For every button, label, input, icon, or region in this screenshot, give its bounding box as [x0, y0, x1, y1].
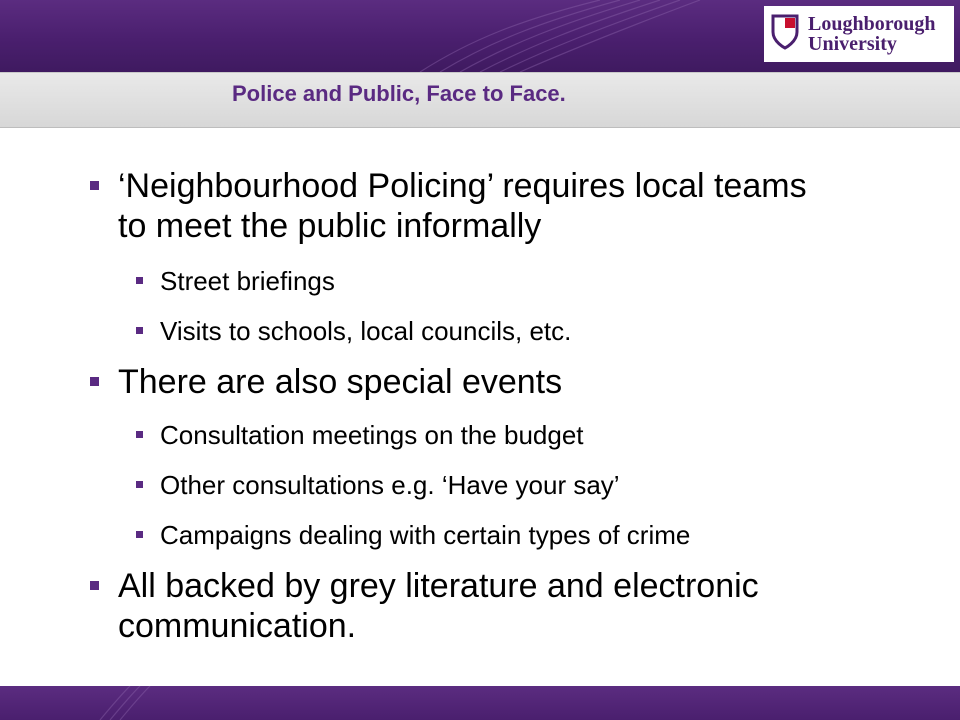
bullet-square-icon [90, 581, 99, 590]
bullet-item [118, 566, 759, 646]
sub-bullet-item [160, 470, 620, 500]
logo-line-2: University [808, 33, 897, 55]
bullet-line: Street briefings [160, 266, 335, 296]
bullet-line: Visits to schools, local councils, etc. [160, 316, 572, 346]
sub-bullet-item [160, 420, 584, 450]
decorative-swoosh [0, 686, 960, 720]
bullet-square-icon [136, 327, 143, 334]
logo-text [808, 14, 935, 54]
sub-bullet-item [160, 266, 335, 296]
logo-line-1: Loughborough [808, 13, 936, 35]
bullet-square-icon [136, 531, 143, 538]
bullet-square-icon [90, 377, 99, 386]
header-band [0, 0, 960, 72]
bullet-line: to meet the public informally [118, 207, 542, 245]
sub-bullet-item [160, 316, 571, 346]
university-shield-icon [770, 14, 800, 50]
bullet-line: communication. [118, 607, 357, 645]
sub-bullet-item [160, 520, 690, 550]
bullet-line: Consultation meetings on the budget [160, 420, 584, 450]
slide-title: Police and Public, Face to Face. [232, 81, 566, 106]
bullet-item [118, 362, 562, 402]
bullet-line: ‘Neighbourhood Policing’ requires local teams [118, 167, 807, 205]
bullet-line: Other consultations e.g. ‘Have your say’ [160, 470, 620, 500]
university-logo [764, 6, 954, 62]
bullet-square-icon [90, 181, 99, 190]
bullet-line: All backed by grey literature and electronic [118, 567, 759, 605]
footer-band [0, 686, 960, 720]
bullet-square-icon [136, 277, 143, 284]
bullet-line: Campaigns dealing with certain types of crime [160, 520, 691, 550]
bullet-square-icon [136, 481, 143, 488]
bullet-item [118, 166, 807, 246]
bullet-square-icon [136, 431, 143, 438]
bullet-line: There are also special events [118, 363, 563, 401]
